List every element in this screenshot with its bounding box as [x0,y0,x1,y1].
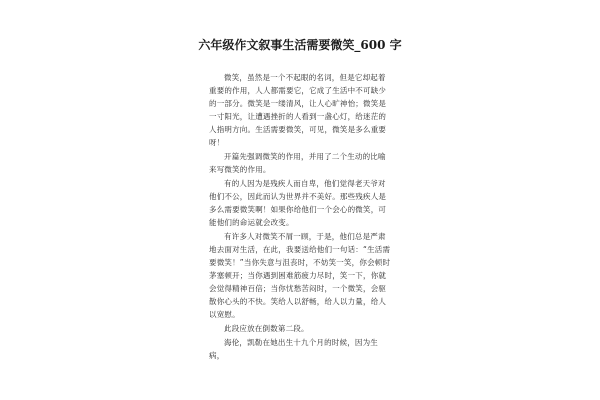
paragraph: 开篇先强调微笑的作用，并用了二个生动的比喻来写微笑的作用。 [209,152,386,174]
paragraph: 有的人因为是残疾人而自卑，他们觉得老天爷对他们不公，因此而认为世界并不美好。那些残疾人是多么需要微笑啊！如果你给他们一个会心的微笑，可能他们的命运就会改变。 [209,179,387,227]
paragraph: 海伦，凯勒在她出生十九个月的时候，因为生病， [209,338,378,360]
paragraph: 此段应放在倒数第二段。 [224,324,309,333]
paragraph: 微笑，虽然是一个不起眼的名词，但是它却起着重要的作用，人人都需要它，它成了生活中不可缺少的一部分。微笑是一缕清风，让人心旷神怡；微笑是一寸阳光，让遭遇挫折的人看到一盏心灯，给迷茫的人指明方向。生活需要微笑，可见，微笑是多么重要呀！ [209,73,387,147]
document-body [209,71,392,363]
document-title: 六年级作文叙事生活需要微笑_600 字 [198,38,402,52]
paragraph: 有许多人对微笑不屑一顾，于是，他们总是严肃地去面对生活，在此，我要送给他们一句话：“生活需要微笑！”当你失意与沮丧时，不妨笑一笑，你会顿时茅塞顿开；当你遇到困难筋疲力尽时，笑一下，你就会觉得精神百倍；当你忧愁苦闷时，一个微笑，会驱散你心头的不快。笑给人以舒畅，给人以力量，给人以宽慰。 [209,232,391,319]
